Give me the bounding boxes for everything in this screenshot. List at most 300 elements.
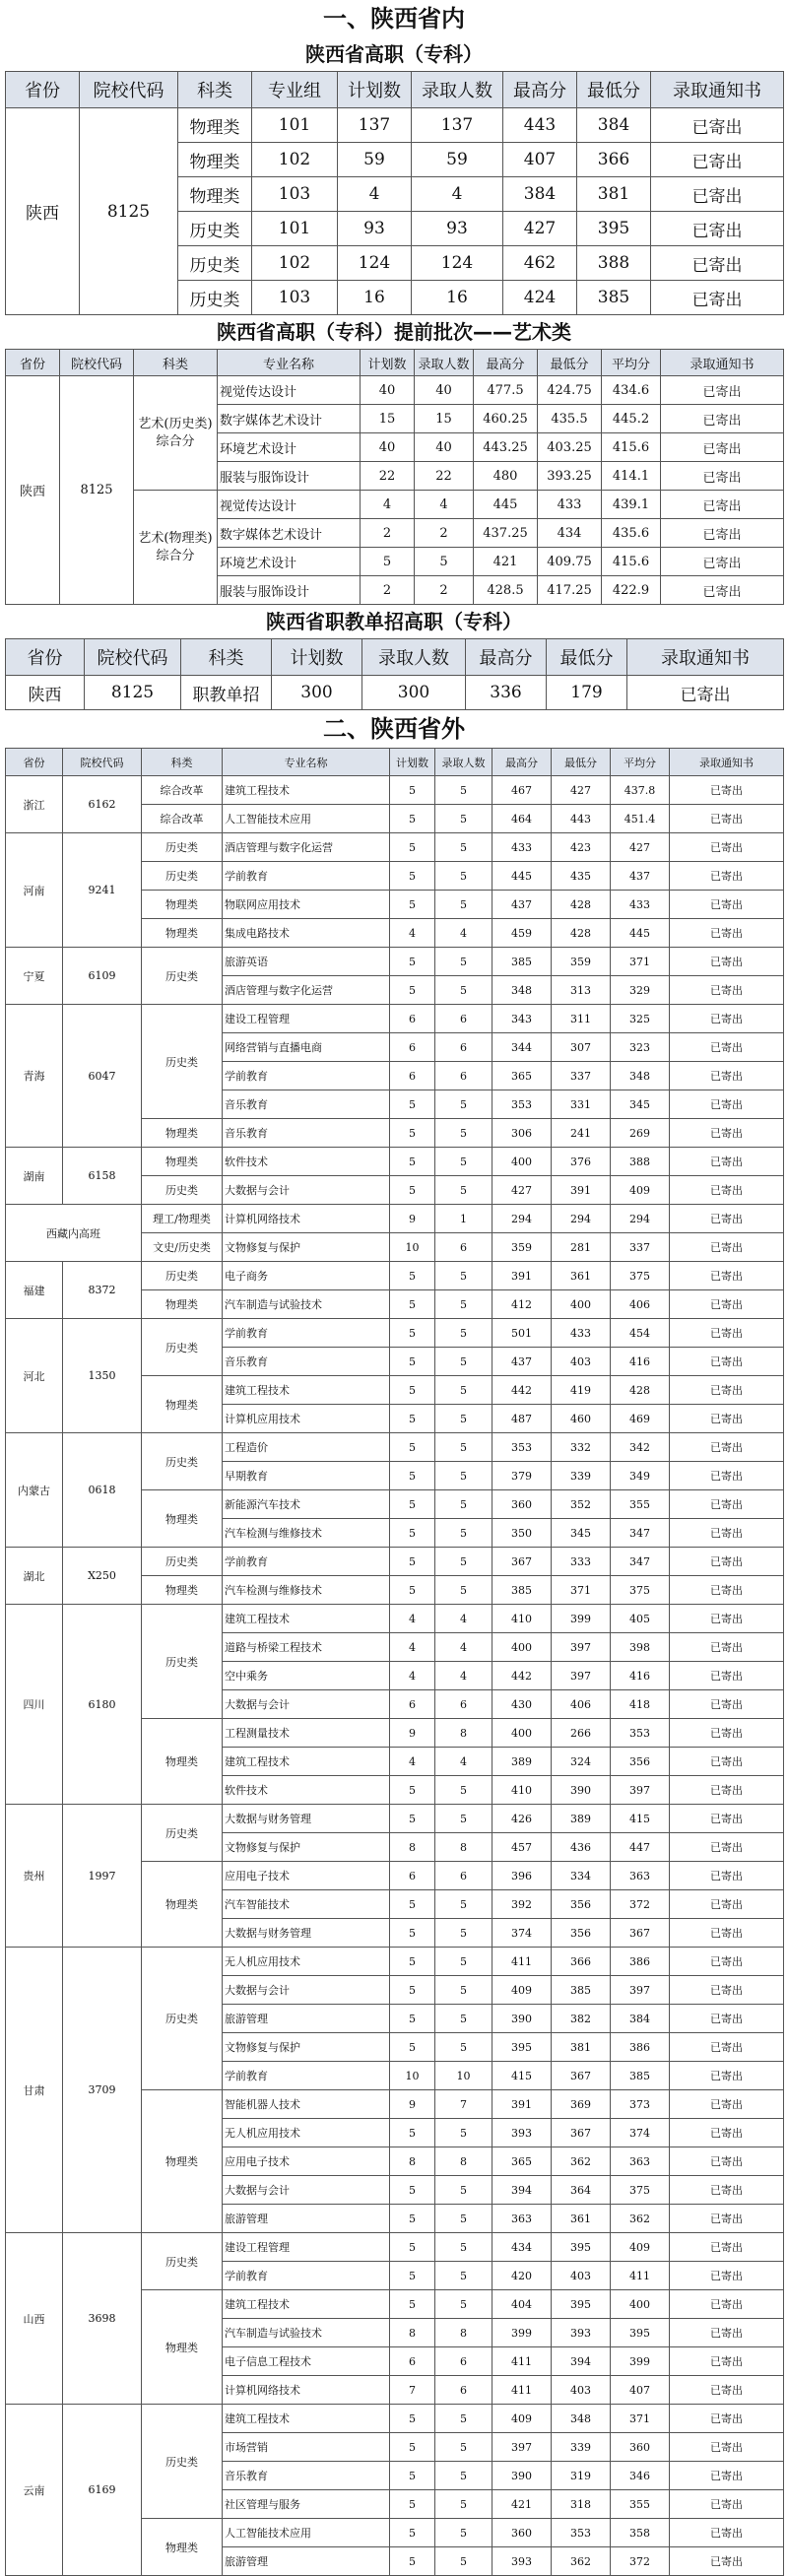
category-cell: 职教单招 bbox=[181, 676, 272, 710]
table-row bbox=[6, 948, 784, 976]
min-score-cell: 428 bbox=[552, 919, 611, 948]
table-row bbox=[6, 1948, 784, 1976]
max-score-cell: 353 bbox=[492, 1433, 552, 1462]
max-score-cell: 397 bbox=[492, 2433, 552, 2462]
max-score-cell: 391 bbox=[492, 1262, 552, 1290]
max-score-cell: 434 bbox=[492, 2233, 552, 2262]
min-score-cell: 393.25 bbox=[538, 462, 602, 491]
major-cell: 物联网应用技术 bbox=[223, 891, 390, 919]
avg-score-cell: 400 bbox=[611, 2290, 670, 2319]
notice-cell: 已寄出 bbox=[670, 1748, 784, 1776]
notice-cell: 已寄出 bbox=[670, 1862, 784, 1890]
school-code-cell: 8125 bbox=[60, 376, 134, 605]
min-score-cell: 403.25 bbox=[538, 433, 602, 462]
avg-score-cell: 371 bbox=[611, 2405, 670, 2433]
admitted-cell: 5 bbox=[435, 1548, 492, 1576]
column-header: 最低分 bbox=[577, 72, 651, 108]
notice-cell: 已寄出 bbox=[670, 1319, 784, 1348]
major-cell: 应用电子技术 bbox=[223, 1862, 390, 1890]
category-cell: 物理类 bbox=[142, 1490, 223, 1548]
admitted-cell: 5 bbox=[435, 2547, 492, 2576]
province-cell: 贵州 bbox=[6, 1805, 63, 1948]
major-cell: 社区管理与服务 bbox=[223, 2490, 390, 2519]
max-score-cell: 396 bbox=[492, 1862, 552, 1890]
major-cell: 汽车制造与试验技术 bbox=[223, 1290, 390, 1319]
notice-cell: 已寄出 bbox=[670, 1576, 784, 1605]
column-header: 平均分 bbox=[611, 749, 670, 776]
max-score-cell: 460.25 bbox=[474, 405, 538, 433]
max-score-cell: 367 bbox=[492, 1548, 552, 1576]
admitted-cell: 4 bbox=[435, 1605, 492, 1633]
avg-score-cell: 454 bbox=[611, 1319, 670, 1348]
avg-score-cell: 405 bbox=[611, 1605, 670, 1633]
category-cell: 历史类 bbox=[142, 2405, 223, 2519]
notice-cell: 已寄出 bbox=[670, 919, 784, 948]
min-score-cell: 419 bbox=[552, 1376, 611, 1405]
avg-score-cell: 372 bbox=[611, 1890, 670, 1919]
min-score-cell: 313 bbox=[552, 976, 611, 1005]
major-cell: 软件技术 bbox=[223, 1148, 390, 1176]
min-score-cell: 403 bbox=[552, 2376, 611, 2405]
table-header-row bbox=[6, 749, 784, 776]
admitted-cell: 300 bbox=[362, 676, 466, 710]
avg-score-cell: 345 bbox=[611, 1090, 670, 1119]
admitted-cell: 5 bbox=[435, 805, 492, 833]
table-row bbox=[6, 776, 784, 805]
notice-cell: 已寄出 bbox=[670, 1548, 784, 1576]
major-cell: 市场营销 bbox=[223, 2433, 390, 2462]
column-header: 科类 bbox=[134, 350, 218, 376]
avg-score-cell: 469 bbox=[611, 1405, 670, 1433]
notice-cell: 已寄出 bbox=[670, 1290, 784, 1319]
min-score-cell: 352 bbox=[552, 1490, 611, 1519]
notice-cell: 已寄出 bbox=[651, 246, 784, 281]
plan-cell: 5 bbox=[390, 1576, 435, 1605]
avg-score-cell: 349 bbox=[611, 1462, 670, 1490]
notice-cell: 已寄出 bbox=[670, 1005, 784, 1033]
school-code-cell: 3709 bbox=[63, 1948, 142, 2233]
admitted-cell: 5 bbox=[435, 891, 492, 919]
max-score-cell: 415 bbox=[492, 2062, 552, 2090]
min-score-cell: 385 bbox=[552, 1976, 611, 2005]
admitted-cell: 59 bbox=[412, 143, 503, 177]
max-score-cell: 365 bbox=[492, 1062, 552, 1090]
admitted-cell: 5 bbox=[435, 776, 492, 805]
admitted-cell: 5 bbox=[435, 1376, 492, 1405]
min-score-cell: 406 bbox=[552, 1690, 611, 1719]
max-score-cell: 459 bbox=[492, 919, 552, 948]
min-score-cell: 409.75 bbox=[538, 548, 602, 576]
major-cell: 建设工程管理 bbox=[223, 2233, 390, 2262]
notice-cell: 已寄出 bbox=[670, 1605, 784, 1633]
plan-cell: 124 bbox=[338, 246, 412, 281]
avg-score-cell: 342 bbox=[611, 1433, 670, 1462]
plan-cell: 9 bbox=[390, 1205, 435, 1233]
province-cell: 内蒙古 bbox=[6, 1433, 63, 1548]
category-cell: 历史类 bbox=[142, 948, 223, 1005]
plan-cell: 5 bbox=[390, 2290, 435, 2319]
notice-cell: 已寄出 bbox=[670, 2233, 784, 2262]
category-cell: 历史类 bbox=[142, 2233, 223, 2290]
max-score-cell: 437.25 bbox=[474, 519, 538, 548]
max-score-cell: 501 bbox=[492, 1319, 552, 1348]
category-cell: 历史类 bbox=[142, 1805, 223, 1862]
notice-cell: 已寄出 bbox=[670, 2005, 784, 2033]
category-cell: 物理类 bbox=[142, 1119, 223, 1148]
plan-cell: 5 bbox=[390, 2262, 435, 2290]
min-score-cell: 356 bbox=[552, 1919, 611, 1948]
avg-score-cell: 386 bbox=[611, 1948, 670, 1976]
notice-cell: 已寄出 bbox=[670, 2519, 784, 2547]
avg-score-cell: 360 bbox=[611, 2433, 670, 2462]
min-score-cell: 339 bbox=[552, 2433, 611, 2462]
min-score-cell: 359 bbox=[552, 948, 611, 976]
admitted-cell: 2 bbox=[415, 576, 474, 605]
max-score-cell: 348 bbox=[492, 976, 552, 1005]
avg-score-cell: 388 bbox=[611, 1148, 670, 1176]
avg-score-cell: 398 bbox=[611, 1633, 670, 1662]
category-cell: 历史类 bbox=[142, 1319, 223, 1376]
min-score-cell: 381 bbox=[577, 177, 651, 212]
category-cell: 综合改革 bbox=[142, 776, 223, 805]
max-score-cell: 411 bbox=[492, 1948, 552, 1976]
category-cell: 综合改革 bbox=[142, 805, 223, 833]
province-cell: 河南 bbox=[6, 833, 63, 948]
column-header: 专业组 bbox=[252, 72, 338, 108]
avg-score-cell: 384 bbox=[611, 2005, 670, 2033]
notice-cell: 已寄出 bbox=[661, 491, 784, 519]
plan-cell: 5 bbox=[390, 1090, 435, 1119]
column-header: 最低分 bbox=[538, 350, 602, 376]
avg-score-cell: 445.2 bbox=[602, 405, 661, 433]
avg-score-cell: 399 bbox=[611, 2347, 670, 2376]
min-score-cell: 434 bbox=[538, 519, 602, 548]
notice-cell: 已寄出 bbox=[670, 1805, 784, 1833]
min-score-cell: 436 bbox=[552, 1833, 611, 1862]
school-code-cell: X250 bbox=[63, 1548, 142, 1605]
plan-cell: 9 bbox=[390, 2090, 435, 2119]
max-score-cell: 442 bbox=[492, 1662, 552, 1690]
province-cell: 陕西 bbox=[6, 676, 85, 710]
admitted-cell: 5 bbox=[435, 2405, 492, 2433]
min-score-cell: 179 bbox=[547, 676, 627, 710]
admitted-cell: 5 bbox=[435, 1176, 492, 1205]
max-score-cell: 359 bbox=[492, 1233, 552, 1262]
major-cell: 音乐教育 bbox=[223, 2462, 390, 2490]
min-score-cell: 339 bbox=[552, 1462, 611, 1490]
avg-score-cell: 356 bbox=[611, 1748, 670, 1776]
subtitle-single-recruitment: 陕西省职教单招高职（专科） bbox=[266, 610, 522, 633]
min-score-cell: 393 bbox=[552, 2319, 611, 2347]
admitted-cell: 5 bbox=[435, 1776, 492, 1805]
major-cell: 建筑工程技术 bbox=[223, 2405, 390, 2433]
major-cell: 汽车检测与维修技术 bbox=[223, 1576, 390, 1605]
notice-cell: 已寄出 bbox=[661, 376, 784, 405]
avg-score-cell: 415.6 bbox=[602, 433, 661, 462]
max-score-cell: 464 bbox=[492, 805, 552, 833]
max-score-cell: 384 bbox=[503, 177, 577, 212]
major-cell: 音乐教育 bbox=[223, 1119, 390, 1148]
admitted-cell: 40 bbox=[415, 433, 474, 462]
max-score-cell: 344 bbox=[492, 1033, 552, 1062]
min-score-cell: 348 bbox=[552, 2405, 611, 2433]
major-cell: 工程造价 bbox=[223, 1433, 390, 1462]
notice-cell: 已寄出 bbox=[670, 833, 784, 862]
avg-score-cell: 367 bbox=[611, 1919, 670, 1948]
max-score-cell: 467 bbox=[492, 776, 552, 805]
min-score-cell: 333 bbox=[552, 1548, 611, 1576]
min-score-cell: 364 bbox=[552, 2176, 611, 2205]
admitted-cell: 1 bbox=[435, 1205, 492, 1233]
column-header: 录取人数 bbox=[415, 350, 474, 376]
admitted-cell: 5 bbox=[435, 948, 492, 976]
notice-cell: 已寄出 bbox=[670, 1205, 784, 1233]
notice-cell: 已寄出 bbox=[670, 1433, 784, 1462]
notice-cell: 已寄出 bbox=[670, 2433, 784, 2462]
avg-score-cell: 355 bbox=[611, 1490, 670, 1519]
min-score-cell: 381 bbox=[552, 2033, 611, 2062]
notice-cell: 已寄出 bbox=[670, 2290, 784, 2319]
max-score-cell: 306 bbox=[492, 1119, 552, 1148]
avg-score-cell: 397 bbox=[611, 1976, 670, 2005]
column-header: 录取通知书 bbox=[651, 72, 784, 108]
avg-score-cell: 415.6 bbox=[602, 548, 661, 576]
max-score-cell: 428.5 bbox=[474, 576, 538, 605]
max-score-cell: 433 bbox=[492, 833, 552, 862]
category-cell: 理工/物理类 bbox=[142, 1205, 223, 1233]
major-cell: 智能机器人技术 bbox=[223, 2090, 390, 2119]
major-cell: 无人机应用技术 bbox=[223, 1948, 390, 1976]
column-header: 最低分 bbox=[547, 639, 627, 676]
notice-cell: 已寄出 bbox=[670, 1976, 784, 2005]
min-score-cell: 388 bbox=[577, 246, 651, 281]
plan-cell: 5 bbox=[390, 2433, 435, 2462]
plan-cell: 15 bbox=[361, 405, 415, 433]
major-cell: 建筑工程技术 bbox=[223, 776, 390, 805]
notice-cell: 已寄出 bbox=[670, 976, 784, 1005]
avg-score-cell: 451.4 bbox=[611, 805, 670, 833]
admitted-cell: 5 bbox=[435, 1405, 492, 1433]
admitted-cell: 4 bbox=[415, 491, 474, 519]
min-score-cell: 395 bbox=[577, 212, 651, 246]
category-cell: 文史/历史类 bbox=[142, 1233, 223, 1262]
avg-score-cell: 437.8 bbox=[611, 776, 670, 805]
plan-cell: 5 bbox=[390, 2490, 435, 2519]
column-header: 录取通知书 bbox=[670, 749, 784, 776]
province-cell: 湖南 bbox=[6, 1148, 63, 1205]
section-title-inside: 一、陕西省内 bbox=[323, 5, 465, 33]
avg-score-cell: 434.6 bbox=[602, 376, 661, 405]
admitted-cell: 5 bbox=[435, 1576, 492, 1605]
min-score-cell: 385 bbox=[577, 281, 651, 315]
admitted-cell: 6 bbox=[435, 1062, 492, 1090]
max-score-cell: 421 bbox=[474, 548, 538, 576]
min-score-cell: 371 bbox=[552, 1576, 611, 1605]
min-score-cell: 367 bbox=[552, 2062, 611, 2090]
avg-score-cell: 363 bbox=[611, 1862, 670, 1890]
max-score-cell: 392 bbox=[492, 1890, 552, 1919]
major-cell: 数字媒体艺术设计 bbox=[218, 405, 361, 433]
major-cell: 汽车智能技术 bbox=[223, 1890, 390, 1919]
plan-cell: 5 bbox=[390, 1262, 435, 1290]
notice-cell: 已寄出 bbox=[670, 2547, 784, 2576]
avg-score-cell: 418 bbox=[611, 1690, 670, 1719]
min-score-cell: 435.5 bbox=[538, 405, 602, 433]
max-score-cell: 462 bbox=[503, 246, 577, 281]
plan-cell: 4 bbox=[390, 1748, 435, 1776]
province-cell: 浙江 bbox=[6, 776, 63, 833]
plan-cell: 6 bbox=[390, 1033, 435, 1062]
plan-cell: 10 bbox=[390, 1233, 435, 1262]
max-score-cell: 426 bbox=[492, 1805, 552, 1833]
min-score-cell: 331 bbox=[552, 1090, 611, 1119]
column-header: 院校代码 bbox=[85, 639, 181, 676]
column-header: 最高分 bbox=[492, 749, 552, 776]
major-cell: 酒店管理与数字化运营 bbox=[223, 976, 390, 1005]
table-row bbox=[6, 676, 784, 710]
admitted-cell: 5 bbox=[435, 1262, 492, 1290]
max-score-cell: 360 bbox=[492, 1490, 552, 1519]
major-cell: 学前教育 bbox=[223, 1062, 390, 1090]
table-row bbox=[6, 2405, 784, 2433]
avg-score-cell: 397 bbox=[611, 1776, 670, 1805]
major-cell: 视觉传达设计 bbox=[218, 491, 361, 519]
min-score-cell: 307 bbox=[552, 1033, 611, 1062]
school-code-cell: 1997 bbox=[63, 1805, 142, 1948]
plan-cell: 5 bbox=[390, 2405, 435, 2433]
avg-score-cell: 414.1 bbox=[602, 462, 661, 491]
category-cell: 艺术(历史类)综合分 bbox=[134, 376, 218, 491]
category-cell: 物理类 bbox=[142, 2290, 223, 2405]
notice-cell: 已寄出 bbox=[661, 519, 784, 548]
notice-cell: 已寄出 bbox=[670, 776, 784, 805]
max-score-cell: 399 bbox=[492, 2319, 552, 2347]
admitted-cell: 5 bbox=[435, 2290, 492, 2319]
table-row bbox=[6, 1319, 784, 1348]
plan-cell: 5 bbox=[390, 1919, 435, 1948]
category-cell: 历史类 bbox=[142, 1548, 223, 1576]
major-cell: 建设工程管理 bbox=[223, 1005, 390, 1033]
avg-score-cell: 385 bbox=[611, 2062, 670, 2090]
min-score-cell: 337 bbox=[552, 1062, 611, 1090]
table-row bbox=[6, 376, 784, 405]
max-score-cell: 394 bbox=[492, 2176, 552, 2205]
column-header: 录取人数 bbox=[435, 749, 492, 776]
plan-cell: 6 bbox=[390, 2347, 435, 2376]
column-header: 录取通知书 bbox=[661, 350, 784, 376]
max-score-cell: 363 bbox=[492, 2205, 552, 2233]
group-cell: 103 bbox=[252, 281, 338, 315]
max-score-cell: 457 bbox=[492, 1833, 552, 1862]
major-cell: 电子商务 bbox=[223, 1262, 390, 1290]
major-cell: 人工智能技术应用 bbox=[223, 2519, 390, 2547]
plan-cell: 4 bbox=[361, 491, 415, 519]
column-header: 院校代码 bbox=[63, 749, 142, 776]
min-score-cell: 324 bbox=[552, 1748, 611, 1776]
major-cell: 空中乘务 bbox=[223, 1662, 390, 1690]
avg-score-cell: 363 bbox=[611, 2147, 670, 2176]
category-cell: 历史类 bbox=[142, 1005, 223, 1119]
major-cell: 旅游管理 bbox=[223, 2547, 390, 2576]
column-header: 计划数 bbox=[338, 72, 412, 108]
major-cell: 音乐教育 bbox=[223, 1090, 390, 1119]
min-score-cell: 391 bbox=[552, 1176, 611, 1205]
min-score-cell: 356 bbox=[552, 1890, 611, 1919]
notice-cell: 已寄出 bbox=[670, 1519, 784, 1548]
avg-score-cell: 358 bbox=[611, 2519, 670, 2547]
admitted-cell: 93 bbox=[412, 212, 503, 246]
notice-cell: 已寄出 bbox=[670, 1148, 784, 1176]
major-cell: 集成电路技术 bbox=[223, 919, 390, 948]
plan-cell: 5 bbox=[390, 1376, 435, 1405]
plan-cell: 5 bbox=[390, 891, 435, 919]
admitted-cell: 5 bbox=[435, 2005, 492, 2033]
notice-cell: 已寄出 bbox=[670, 2176, 784, 2205]
avg-score-cell: 416 bbox=[611, 1662, 670, 1690]
avg-score-cell: 371 bbox=[611, 948, 670, 976]
admitted-cell: 5 bbox=[435, 2205, 492, 2233]
major-cell: 学前教育 bbox=[223, 1548, 390, 1576]
column-header: 计划数 bbox=[361, 350, 415, 376]
max-score-cell: 480 bbox=[474, 462, 538, 491]
min-score-cell: 382 bbox=[552, 2005, 611, 2033]
admitted-cell: 5 bbox=[415, 548, 474, 576]
avg-score-cell: 373 bbox=[611, 2090, 670, 2119]
notice-cell: 已寄出 bbox=[670, 1033, 784, 1062]
column-header: 最高分 bbox=[474, 350, 538, 376]
notice-cell: 已寄出 bbox=[670, 862, 784, 891]
admitted-cell: 6 bbox=[435, 1033, 492, 1062]
avg-score-cell: 447 bbox=[611, 1833, 670, 1862]
admitted-cell: 40 bbox=[415, 376, 474, 405]
plan-cell: 6 bbox=[390, 1005, 435, 1033]
major-cell: 学前教育 bbox=[223, 862, 390, 891]
plan-cell: 40 bbox=[361, 376, 415, 405]
avg-score-cell: 411 bbox=[611, 2262, 670, 2290]
notice-cell: 已寄出 bbox=[670, 1119, 784, 1148]
major-cell: 新能源汽车技术 bbox=[223, 1490, 390, 1519]
admitted-cell: 6 bbox=[435, 1233, 492, 1262]
min-score-cell: 423 bbox=[552, 833, 611, 862]
min-score-cell: 361 bbox=[552, 1262, 611, 1290]
admitted-cell: 5 bbox=[435, 1462, 492, 1490]
admitted-cell: 5 bbox=[435, 1519, 492, 1548]
table-row bbox=[6, 1805, 784, 1833]
major-cell: 音乐教育 bbox=[223, 1348, 390, 1376]
min-score-cell: 427 bbox=[552, 776, 611, 805]
max-score-cell: 393 bbox=[492, 2119, 552, 2147]
max-score-cell: 411 bbox=[492, 2376, 552, 2405]
max-score-cell: 443.25 bbox=[474, 433, 538, 462]
admitted-cell: 5 bbox=[435, 1090, 492, 1119]
max-score-cell: 400 bbox=[492, 1719, 552, 1748]
admitted-cell: 5 bbox=[435, 1119, 492, 1148]
avg-score-cell: 439.1 bbox=[602, 491, 661, 519]
school-code-cell: 8372 bbox=[63, 1262, 142, 1319]
column-header: 计划数 bbox=[272, 639, 362, 676]
notice-cell: 已寄出 bbox=[661, 405, 784, 433]
max-score-cell: 400 bbox=[492, 1148, 552, 1176]
max-score-cell: 445 bbox=[492, 862, 552, 891]
avg-score-cell: 325 bbox=[611, 1005, 670, 1033]
school-code-cell: 0618 bbox=[63, 1433, 142, 1548]
notice-cell: 已寄出 bbox=[651, 177, 784, 212]
notice-cell: 已寄出 bbox=[661, 462, 784, 491]
max-score-cell: 385 bbox=[492, 948, 552, 976]
category-cell: 物理类 bbox=[142, 2090, 223, 2233]
table-header-row bbox=[6, 639, 784, 676]
min-score-cell: 376 bbox=[552, 1148, 611, 1176]
